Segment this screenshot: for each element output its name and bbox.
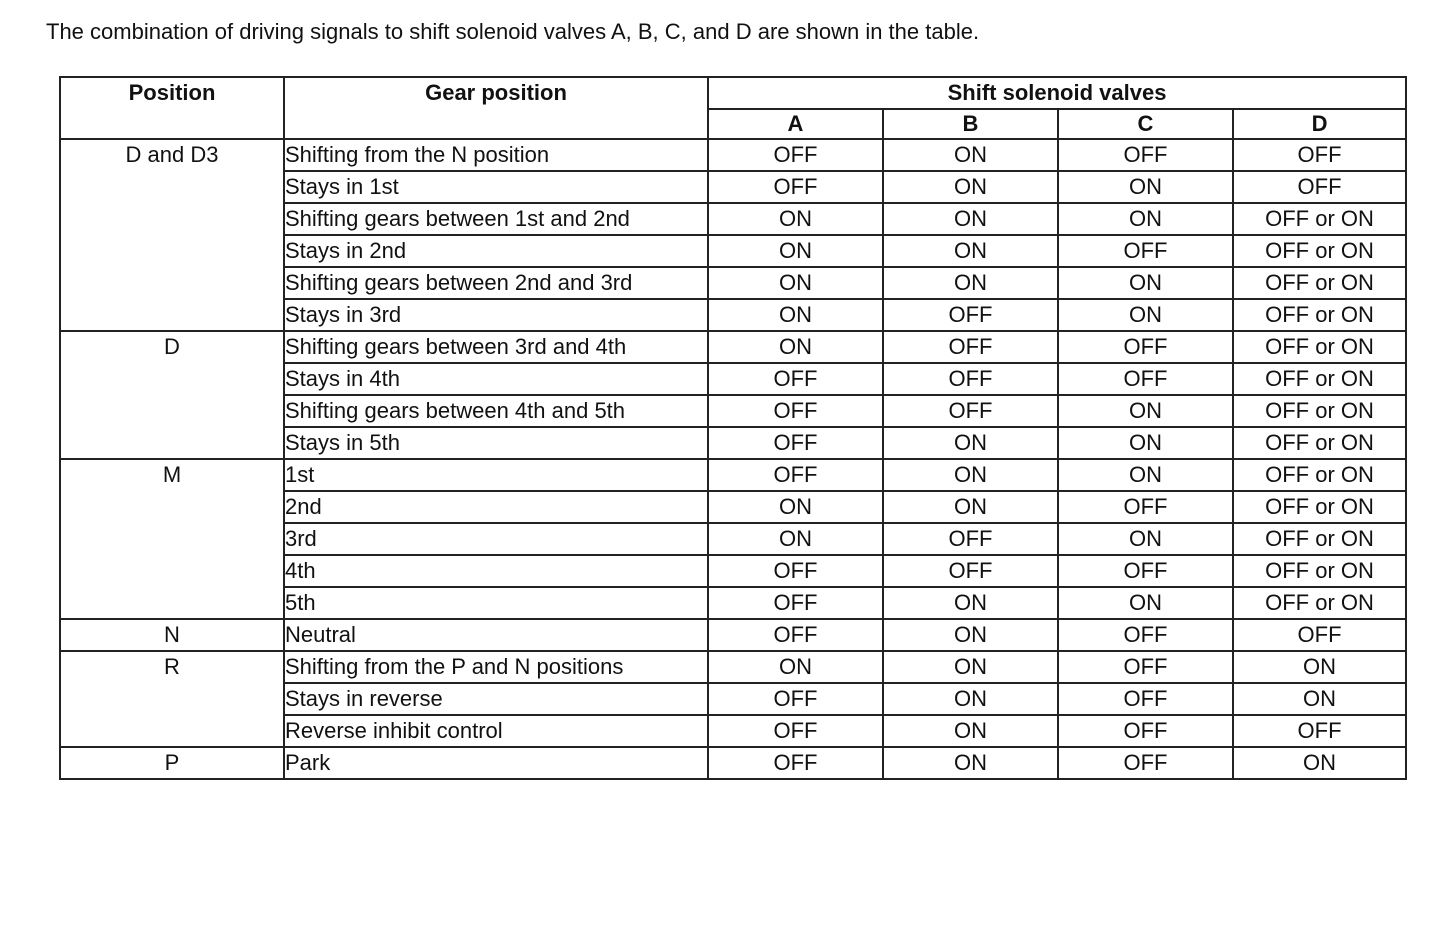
valve-d-cell: ON: [1233, 747, 1406, 779]
valve-a-cell: ON: [708, 491, 883, 523]
valve-b-cell: OFF: [883, 555, 1058, 587]
valve-b-cell: ON: [883, 427, 1058, 459]
gear-position-cell: Reverse inhibit control: [284, 715, 708, 747]
valve-a-cell: OFF: [708, 459, 883, 491]
gear-position-cell: Shifting gears between 3rd and 4th: [284, 331, 708, 363]
header-valve-c: C: [1058, 109, 1233, 139]
valve-c-cell: OFF: [1058, 683, 1233, 715]
header-valve-b: B: [883, 109, 1058, 139]
valve-c-cell: OFF: [1058, 555, 1233, 587]
gear-position-cell: Stays in 3rd: [284, 299, 708, 331]
gear-position-cell: Stays in 5th: [284, 427, 708, 459]
header-gear-position: Gear position: [284, 77, 708, 139]
valve-b-cell: OFF: [883, 363, 1058, 395]
intro-text: The combination of driving signals to shift solenoid valves A, B, C, and D are shown in the table.: [46, 19, 980, 44]
valve-c-cell: OFF: [1058, 747, 1233, 779]
gear-position-cell: Shifting gears between 1st and 2nd: [284, 203, 708, 235]
table-row: [60, 331, 1406, 363]
valve-b-cell: ON: [883, 459, 1058, 491]
valve-a-cell: OFF: [708, 139, 883, 171]
valve-c-cell: ON: [1058, 523, 1233, 555]
valve-d-cell: OFF or ON: [1233, 299, 1406, 331]
valve-d-cell: ON: [1233, 651, 1406, 683]
valve-c-cell: ON: [1058, 395, 1233, 427]
gear-position-cell: Shifting gears between 4th and 5th: [284, 395, 708, 427]
header-valve-a: A: [708, 109, 883, 139]
table-row: [60, 651, 1406, 683]
valve-d-cell: OFF: [1233, 171, 1406, 203]
table-row: [60, 619, 1406, 651]
valve-d-cell: ON: [1233, 683, 1406, 715]
valve-c-cell: OFF: [1058, 331, 1233, 363]
valve-a-cell: ON: [708, 267, 883, 299]
valve-d-cell: OFF or ON: [1233, 235, 1406, 267]
valve-d-cell: OFF: [1233, 715, 1406, 747]
valve-b-cell: ON: [883, 619, 1058, 651]
valve-c-cell: ON: [1058, 203, 1233, 235]
valve-d-cell: OFF or ON: [1233, 395, 1406, 427]
table-row: [60, 139, 1406, 171]
solenoid-signal-table: [59, 76, 1407, 780]
valve-c-cell: OFF: [1058, 235, 1233, 267]
valve-d-cell: OFF or ON: [1233, 555, 1406, 587]
header-valve-d: D: [1233, 109, 1406, 139]
valve-d-cell: OFF or ON: [1233, 587, 1406, 619]
valve-b-cell: OFF: [883, 299, 1058, 331]
valve-a-cell: OFF: [708, 363, 883, 395]
position-cell: D: [60, 331, 284, 459]
valve-c-cell: ON: [1058, 171, 1233, 203]
gear-position-cell: Shifting from the P and N positions: [284, 651, 708, 683]
valve-a-cell: OFF: [708, 171, 883, 203]
gear-position-cell: Park: [284, 747, 708, 779]
valve-d-cell: OFF or ON: [1233, 331, 1406, 363]
valve-c-cell: ON: [1058, 587, 1233, 619]
valve-c-cell: OFF: [1058, 651, 1233, 683]
valve-c-cell: OFF: [1058, 363, 1233, 395]
valve-d-cell: OFF or ON: [1233, 459, 1406, 491]
valve-b-cell: ON: [883, 267, 1058, 299]
valve-d-cell: OFF or ON: [1233, 203, 1406, 235]
valve-b-cell: ON: [883, 171, 1058, 203]
valve-a-cell: ON: [708, 299, 883, 331]
valve-b-cell: OFF: [883, 523, 1058, 555]
position-cell: M: [60, 459, 284, 619]
valve-a-cell: OFF: [708, 619, 883, 651]
position-cell: D and D3: [60, 139, 284, 331]
valve-b-cell: ON: [883, 491, 1058, 523]
gear-position-cell: 4th: [284, 555, 708, 587]
valve-b-cell: ON: [883, 203, 1058, 235]
valve-d-cell: OFF or ON: [1233, 363, 1406, 395]
valve-d-cell: OFF: [1233, 139, 1406, 171]
valve-b-cell: OFF: [883, 331, 1058, 363]
valve-b-cell: ON: [883, 651, 1058, 683]
valve-a-cell: ON: [708, 203, 883, 235]
header-shift-solenoid-valves: Shift solenoid valves: [708, 77, 1406, 109]
valve-b-cell: OFF: [883, 395, 1058, 427]
valve-c-cell: ON: [1058, 459, 1233, 491]
gear-position-cell: 2nd: [284, 491, 708, 523]
gear-position-cell: Shifting gears between 2nd and 3rd: [284, 267, 708, 299]
gear-position-cell: Stays in 2nd: [284, 235, 708, 267]
valve-a-cell: OFF: [708, 715, 883, 747]
valve-c-cell: ON: [1058, 427, 1233, 459]
valve-b-cell: ON: [883, 235, 1058, 267]
gear-position-cell: 1st: [284, 459, 708, 491]
valve-a-cell: OFF: [708, 395, 883, 427]
valve-a-cell: OFF: [708, 555, 883, 587]
position-cell: P: [60, 747, 284, 779]
valve-d-cell: OFF: [1233, 619, 1406, 651]
valve-d-cell: OFF or ON: [1233, 523, 1406, 555]
gear-position-cell: 5th: [284, 587, 708, 619]
valve-a-cell: OFF: [708, 587, 883, 619]
valve-c-cell: OFF: [1058, 619, 1233, 651]
valve-b-cell: ON: [883, 747, 1058, 779]
valve-a-cell: ON: [708, 651, 883, 683]
header-position: Position: [60, 77, 284, 139]
gear-position-cell: Stays in 4th: [284, 363, 708, 395]
valve-b-cell: ON: [883, 715, 1058, 747]
valve-a-cell: OFF: [708, 683, 883, 715]
valve-c-cell: OFF: [1058, 491, 1233, 523]
gear-position-cell: Stays in 1st: [284, 171, 708, 203]
valve-b-cell: ON: [883, 139, 1058, 171]
table-row: [60, 459, 1406, 491]
gear-position-cell: 3rd: [284, 523, 708, 555]
table-row: [60, 747, 1406, 779]
valve-c-cell: ON: [1058, 267, 1233, 299]
valve-a-cell: ON: [708, 331, 883, 363]
valve-a-cell: ON: [708, 523, 883, 555]
valve-c-cell: ON: [1058, 299, 1233, 331]
table-body: [60, 139, 1406, 779]
valve-a-cell: OFF: [708, 427, 883, 459]
gear-position-cell: Stays in reverse: [284, 683, 708, 715]
valve-d-cell: OFF or ON: [1233, 267, 1406, 299]
position-cell: R: [60, 651, 284, 747]
gear-position-cell: Neutral: [284, 619, 708, 651]
valve-a-cell: OFF: [708, 747, 883, 779]
gear-position-cell: Shifting from the N position: [284, 139, 708, 171]
valve-d-cell: OFF or ON: [1233, 427, 1406, 459]
valve-b-cell: ON: [883, 683, 1058, 715]
position-cell: N: [60, 619, 284, 651]
valve-a-cell: ON: [708, 235, 883, 267]
valve-c-cell: OFF: [1058, 139, 1233, 171]
valve-c-cell: OFF: [1058, 715, 1233, 747]
valve-b-cell: ON: [883, 587, 1058, 619]
valve-d-cell: OFF or ON: [1233, 491, 1406, 523]
